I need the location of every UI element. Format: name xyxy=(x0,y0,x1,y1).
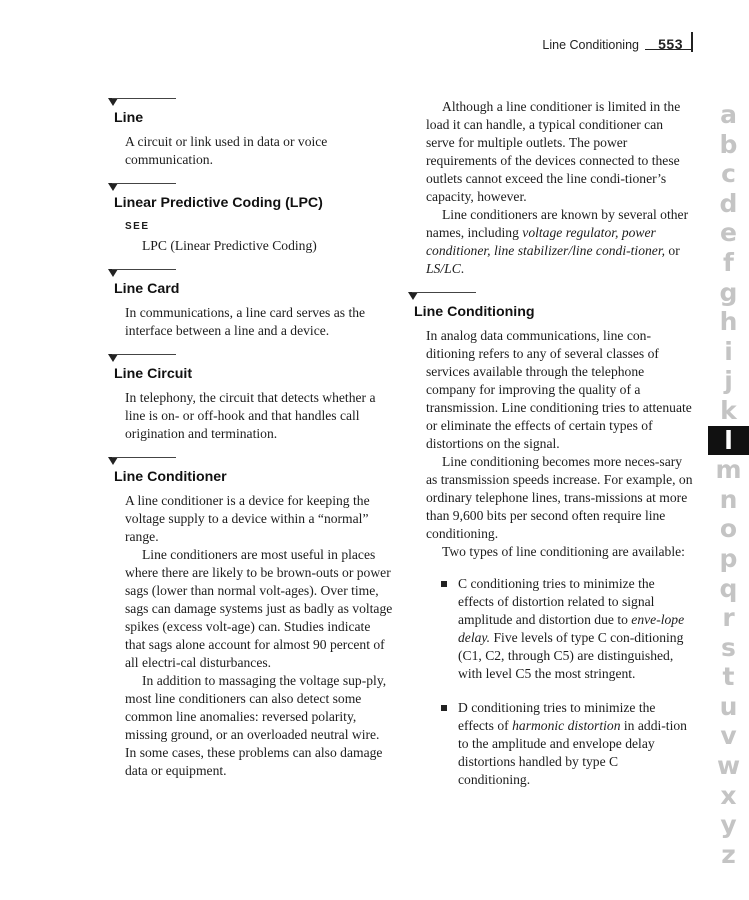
marker-rule xyxy=(412,292,476,293)
entry-line-circuit xyxy=(108,354,393,443)
alphabet-tab-t: t xyxy=(722,662,735,692)
square-bullet-icon xyxy=(441,581,447,587)
entry-paragraph: In communications, a line card serves as the interface between a line and a device. xyxy=(125,305,366,338)
alphabet-tab-p: p xyxy=(719,543,738,573)
entry-body xyxy=(125,133,393,169)
alphabet-tab-v: v xyxy=(720,721,737,751)
alphabet-tab-x: x xyxy=(720,780,737,810)
see-reference: LPC (Linear Predictive Coding) xyxy=(142,238,317,253)
entry-linear-predictive-coding xyxy=(108,183,393,255)
page-number: 553 xyxy=(658,36,683,52)
alphabet-tab-q: q xyxy=(719,573,738,603)
entry-marker xyxy=(108,269,393,279)
bullet-list xyxy=(408,575,693,789)
right-column xyxy=(408,98,693,805)
see-label: SEE xyxy=(125,221,150,232)
entry-body xyxy=(426,327,693,561)
alphabet-tab-b: b xyxy=(719,129,738,159)
alphabet-tab-z: z xyxy=(721,839,736,869)
alphabet-tab-i: i xyxy=(724,336,733,366)
text-run: Five levels of type C con-ditioning (C1, C2, through C5) are distinguished, with level C5 the most stringent. xyxy=(458,630,684,681)
alphabet-tab-h: h xyxy=(719,307,738,337)
entry-paragraph: In analog data communications, line con-ditioning refers to any of several classes of services available through the telephone company for improving the quality of a transmission. Line conditioning tries to attenuate or eliminate the effects of certain types of distortions on the signal. xyxy=(426,328,692,451)
triangle-marker-icon xyxy=(108,354,118,362)
triangle-marker-icon xyxy=(108,269,118,277)
italic-term: enve-lope delay. xyxy=(458,612,685,645)
alphabet-tab-m: m xyxy=(715,455,742,485)
entry-term: Line Card xyxy=(114,281,180,297)
text-run: D conditioning tries to minimize the effects of xyxy=(458,700,656,733)
alphabet-tab-a: a xyxy=(720,100,737,129)
entry-paragraph: Line conditioning becomes more neces-sary as transmission speeds increase. For example, on ordinary telephone lines, trans-missions at more than 9,600 bits per second often require line conditioning. xyxy=(426,454,693,541)
triangle-marker-icon xyxy=(108,457,118,465)
entry-term: Line Conditioning xyxy=(414,304,535,320)
italic-term: harmonic distortion xyxy=(512,718,621,733)
entry-line-conditioner xyxy=(108,457,393,780)
entry-term: Line Conditioner xyxy=(114,469,227,485)
entry-paragraph: A circuit or link used in data or voice communication. xyxy=(125,134,328,167)
entry-marker xyxy=(108,457,393,467)
entry-marker xyxy=(408,292,693,302)
entry-line-conditioning xyxy=(408,292,693,789)
entry-paragraph: A line conditioner is a device for keeping the voltage supply to a device within a “normal” range. xyxy=(125,493,370,544)
alphabet-tab-s: s xyxy=(721,632,736,662)
running-header-title: Line Conditioning xyxy=(542,38,639,52)
text-run: or xyxy=(665,243,680,258)
entry-marker xyxy=(108,354,393,364)
italic-term: voltage regulator, power conditioner, line stabilizer/line condi-tioner, xyxy=(426,225,665,258)
entry-paragraph: Two types of line conditioning are available: xyxy=(442,544,685,559)
entry-paragraph: Line conditioners are most useful in places where there are likely to be brown-outs or power sags (lower than normal volt-ages). Over time, sags can damage systems just as badly as voltage spikes (excess volt-age) can. Studies indicate that sags alone account for almost 90 percent of all electri-cal disturbances. xyxy=(125,547,393,670)
header-vertical-bar xyxy=(691,32,693,52)
triangle-marker-icon xyxy=(108,183,118,191)
running-header xyxy=(0,36,749,60)
entry-body xyxy=(125,389,393,443)
entry-paragraph xyxy=(426,206,693,278)
marker-rule xyxy=(112,183,176,184)
entry-marker xyxy=(108,183,393,193)
text-run: C conditioning tries to minimize the effects of distortion related to signal amplitude and distortion due to xyxy=(458,576,655,627)
alphabet-thumb-index xyxy=(708,100,749,869)
alphabet-tab-d: d xyxy=(719,188,738,218)
marker-rule xyxy=(112,457,176,458)
alphabet-tab-f: f xyxy=(723,247,734,277)
entry-term: Line Circuit xyxy=(114,366,193,382)
entry-body xyxy=(125,492,393,780)
entry-body xyxy=(125,304,393,340)
continued-entry-body xyxy=(426,98,693,278)
alphabet-tab-l: l xyxy=(708,426,749,456)
alphabet-tab-k: k xyxy=(720,395,737,425)
alphabet-tab-y: y xyxy=(720,810,737,840)
alphabet-tab-n: n xyxy=(719,484,738,514)
alphabet-tab-e: e xyxy=(720,218,737,248)
triangle-marker-icon xyxy=(108,98,118,106)
alphabet-tab-j: j xyxy=(724,366,733,396)
text-run: . xyxy=(460,261,465,276)
entry-line-card xyxy=(108,269,393,340)
entry-paragraph: Although a line conditioner is limited in the load it can handle, a typical conditioner can serve for multiple outlets. The power requirements of the devices connected to these outlets cannot exceed the line condi-tioner’s capacity, however. xyxy=(426,99,681,204)
alphabet-tab-w: w xyxy=(716,751,741,781)
text-run: Line conditioners are known by several other names, including xyxy=(426,207,689,240)
left-column xyxy=(108,98,393,794)
text-run: in addi-tion to the amplitude and envelope delay distortions handled by type C conditioning. xyxy=(458,718,687,787)
bullet-item xyxy=(436,575,693,683)
alphabet-tab-u: u xyxy=(719,691,738,721)
header-rule xyxy=(645,49,691,50)
bullet-item xyxy=(436,699,693,789)
alphabet-tab-o: o xyxy=(719,514,738,544)
alphabet-tab-r: r xyxy=(722,603,735,633)
entry-term: Line xyxy=(114,110,144,126)
triangle-marker-icon xyxy=(408,292,418,300)
marker-rule xyxy=(112,354,176,355)
entry-term: Linear Predictive Coding (LPC) xyxy=(114,195,323,211)
entry-marker xyxy=(108,98,393,108)
alphabet-tab-g: g xyxy=(719,277,738,307)
square-bullet-icon xyxy=(441,705,447,711)
entry-paragraph: In addition to massaging the voltage sup-ply, most line conditioners can also detect some common line anomalies: reversed polarity, missing ground, or an overloaded neutral wire. In some cases, these problems can also damage data or equipment. xyxy=(125,673,387,778)
entry-line xyxy=(108,98,393,169)
alphabet-tab-c: c xyxy=(721,159,736,189)
marker-rule xyxy=(112,269,176,270)
entry-paragraph: In telephony, the circuit that detects whether a line is on- or off-hook and that handles call origination and termination. xyxy=(125,390,376,441)
italic-term: LS/LC xyxy=(426,261,461,276)
marker-rule xyxy=(112,98,176,99)
